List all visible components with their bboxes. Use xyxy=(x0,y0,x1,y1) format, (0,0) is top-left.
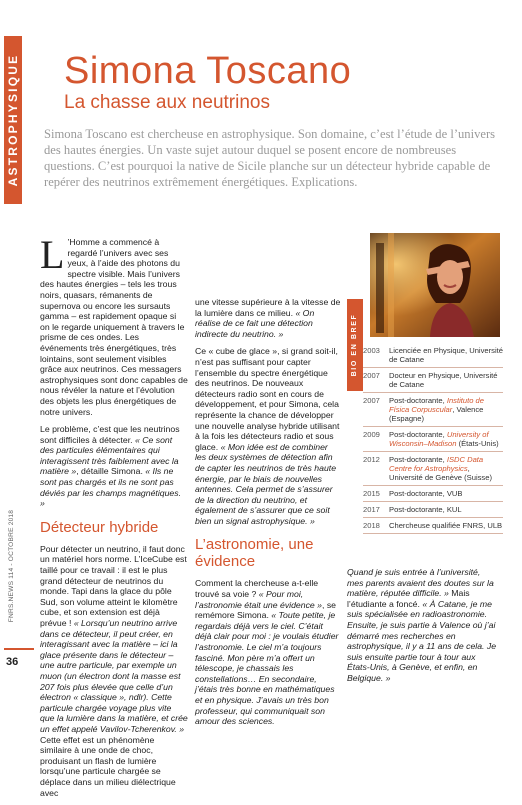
bio-row xyxy=(363,502,503,518)
bio-location: , Université de Genève (Suisse) xyxy=(389,464,492,482)
paragraph-text: Mais l’étudiante a foncé. xyxy=(347,588,470,609)
quote-text: « On réalise de ce fait une détection indirecte du neutrino. » xyxy=(195,307,315,339)
paragraph-text: Le problème, c’est que les neutrinos sont difficiles à détecter. xyxy=(40,424,180,445)
paragraph xyxy=(40,544,188,798)
bio-year: 2017 xyxy=(363,505,380,514)
bio-year: 2007 xyxy=(363,371,380,380)
bio-row xyxy=(363,486,503,502)
bio-role: Post-doctorante, KUL xyxy=(389,505,462,514)
quote-text: « Mon idée est de combiner les deux systèmes de détection afin de capter les neutrinos de très haute énergie, par le biais de nouvelles antennes. Cela permet de s’assurer de la direction du neutrino, et également de s’assurer que ce soit bien un signal astrophysique. » xyxy=(195,441,337,526)
bio-institution: ISDC Data Centre for Astrophysics xyxy=(389,455,484,473)
footer-rule xyxy=(4,648,34,650)
page-number: 36 xyxy=(6,656,19,668)
quote-text: « À Catane, je me suis spécialisée en radioastronomie. Ensuite, je suis partie à Valence où j’ai démarré mes recherches en astrophysique, il y a 11 ans de cela. Je suis ensuite partie tour à tour aux États-Unis, à Genève, et enfin, en Belgique. » xyxy=(347,598,497,683)
quote-text: « Lorsqu’un neutrino arrive dans ce détecteur, il peut créer, en interagissant avec la matière – ici la glace présente dans le détecteur – une autre particule, par exemple un muon (un électron dont la masse est 207 fois plus élevée que celle d’un électron « classique », ndlr). Cette particule chargée voyage plus vite que la lumière dans la matière, et crée un effet appelé Vavilov-Tcherenkov. » xyxy=(40,618,188,734)
drop-cap: L xyxy=(40,232,65,277)
quote-text: « Toute petite, je regardais déjà vers le ciel. C’était déjà clair pour moi : je voulais étudier l’astronomie. Le ciel m’a toujours fasciné. Mon père m’a offert un télescope, je chassais les constellations… En secondaire, j’étais très bonne en mathématiques et en physique. J’avais un très bon professeur, qui communiquait son amour des sciences. xyxy=(195,610,339,727)
paragraph-text: ’Homme a commencé à regardé l’univers avec ses yeux, à l’aide des photons du spectre visible. Mais l’univers des hautes énergies – tels les trous noirs, quasars, rémanents de supernova ou encore les sursauts gamma – est rapidement opaque si on le regarde uniquement à travers le prisme de ces ondes. Les événements très énergétiques, très lointains, sont seulement visibles grâce aux neutrinos. Ces messagers astrophysiques sont donc capables de nous révéler la nature et l’évolution des objets les plus énergétiques de notre univers. xyxy=(40,237,188,417)
paragraph-text: , détaille Simona. xyxy=(76,466,146,477)
quote-text: « Ce sont des particules élémentaires qui interagissent très faiblement avec la matière » xyxy=(40,434,179,477)
portrait-illustration xyxy=(370,233,500,337)
paragraph xyxy=(40,424,188,509)
quote-text: « Pour moi, l’astronomie était une évidence » xyxy=(195,589,323,610)
paragraph xyxy=(40,232,188,417)
bio-text xyxy=(389,489,503,498)
paragraph xyxy=(195,578,341,726)
section-heading: Détecteur hybride xyxy=(40,518,159,536)
article-intro: Simona Toscano est chercheuse en astrophysique. Son domaine, c’est l’étude de l’univers des hautes énergies. Un vaste sujet autour duquel se posent encore de nombreuses questions. C’est pourquoi la native de Sicile planche sur un détecteur hybride capable de repérer des neutrinos extrêmement énergétiques. Explications. xyxy=(44,127,496,189)
bio-year: 2003 xyxy=(363,346,380,355)
bio-role: Post-doctorante, xyxy=(389,396,447,405)
bio-role: Post-doctorante, xyxy=(389,430,447,439)
bio-institution: University of Wisconsin–Madison xyxy=(389,430,489,448)
bio-row xyxy=(363,427,503,452)
bio-year: 2007 xyxy=(363,396,380,405)
bio-text xyxy=(389,505,503,514)
article-title: Simona Toscano xyxy=(64,50,352,92)
section-heading: L’astronomie, une évidence xyxy=(195,536,314,571)
bio-label: BIO EN BREF xyxy=(351,313,358,377)
paragraph xyxy=(195,346,341,526)
paragraph-text: Ce « cube de glace », si grand soit-il, n’est pas suffisant pour capter l’ensemble du spectre énergétique des neutrinos. De nouveaux détecteurs radio sont en cours de développement, et pour Simona, cela représente la chance de développer une nouvelle analyse hybride utilisant à la fois les détecteurs radio et sous glace. xyxy=(195,346,340,452)
quote-text: Quand je suis entrée à l’université, mes parents avaient des doutes sur la matière, réputée difficile. » xyxy=(347,567,494,599)
column-3 xyxy=(347,567,499,691)
bio-row xyxy=(363,343,503,368)
bio-year: 2015 xyxy=(363,489,380,498)
article-subtitle: La chasse aux neutrinos xyxy=(64,92,270,113)
bio-text xyxy=(389,455,503,482)
column-1 xyxy=(40,232,188,805)
bio-row xyxy=(363,393,503,427)
bio-institution: Instituto de Física Corpuscular xyxy=(389,396,484,414)
quote-text: « Ils ne sont pas chargés et ils ne sont pas déviés par les champs magnétiques. » xyxy=(40,466,182,509)
paragraph-text: , se remémore Simona. xyxy=(195,599,337,621)
bio-text xyxy=(389,346,503,364)
bio-role: Post-doctorante, xyxy=(389,455,447,464)
bio-text xyxy=(389,430,503,448)
paragraph-text: Comment la chercheuse a-t-elle trouvé sa voie ? xyxy=(195,578,319,600)
bio-row xyxy=(363,518,503,534)
bio-text xyxy=(389,371,503,389)
paragraph xyxy=(195,297,341,339)
bio-role: Docteur en Physique, Université de Catane xyxy=(389,371,498,389)
paragraph xyxy=(347,567,499,684)
section-label: ASTROPHYSIQUE xyxy=(6,53,20,187)
paragraph-text: une vitesse supérieure à la vitesse de la lumière dans ce milieu. xyxy=(195,297,341,318)
portrait-photo xyxy=(370,233,500,337)
bio-row xyxy=(363,368,503,393)
bio-year: 2012 xyxy=(363,455,380,464)
magazine-footer: FNRS.NEWS 114 - OCTOBRE 2018 xyxy=(8,509,15,623)
bio-role: Post-doctorante, VUB xyxy=(389,489,463,498)
bio-role: Chercheuse qualifiée FNRS, ULB xyxy=(389,521,503,530)
bio-location: , Valence (Espagne) xyxy=(389,405,484,423)
bio-list xyxy=(363,343,503,534)
bio-role: Licenciée en Physique, Université de Catane xyxy=(389,346,503,364)
paragraph-text: Pour détecter un neutrino, il faut donc un matériel hors norme. L’IceCube est taillé pour ce travail : il est le plus grand détecteur de neutrinos du monde. Tapi dans la glace du pôle Sud, son volume atteint le kilomètre cube, et son extension est déjà prévue ! xyxy=(40,543,187,628)
column-2 xyxy=(195,297,341,734)
bio-row xyxy=(363,452,503,486)
bio-text xyxy=(389,396,503,423)
bio-text xyxy=(389,521,503,530)
bio-year: 2018 xyxy=(363,521,380,530)
paragraph-text: Cette effet est un phénomène similaire à une onde de choc, produisant un flash de lumière lorsqu’une particule chargée se déplace dans un milieu diélectrique avec xyxy=(40,734,176,798)
bio-location: (États-Unis) xyxy=(456,439,499,448)
bio-year: 2009 xyxy=(363,430,380,439)
